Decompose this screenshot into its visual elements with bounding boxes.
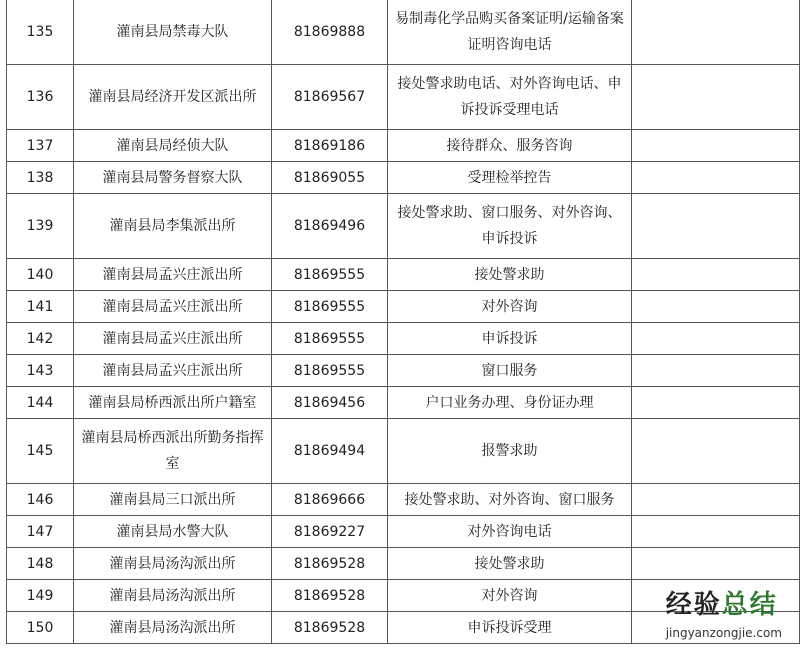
row-number: 136 xyxy=(7,65,74,130)
phone-number: 81869227 xyxy=(272,516,388,548)
row-number: 149 xyxy=(7,580,74,612)
table-row xyxy=(7,0,800,65)
row-number: 141 xyxy=(7,291,74,323)
service-description: 接处警求助电话、对外咨询电话、申诉投诉受理电话 xyxy=(388,65,632,130)
unit-name: 灌南县局水警大队 xyxy=(74,516,272,548)
remark-cell xyxy=(632,0,800,65)
row-number: 142 xyxy=(7,323,74,355)
unit-name: 灌南县局孟兴庄派出所 xyxy=(74,291,272,323)
phone-number: 81869528 xyxy=(272,580,388,612)
table-row xyxy=(7,162,800,194)
remark-cell xyxy=(632,548,800,580)
phone-number: 81869555 xyxy=(272,259,388,291)
row-number: 150 xyxy=(7,612,74,644)
service-description: 对外咨询 xyxy=(388,580,632,612)
remark-cell xyxy=(632,291,800,323)
service-description: 接处警求助、对外咨询、窗口服务 xyxy=(388,484,632,516)
row-number: 146 xyxy=(7,484,74,516)
unit-name: 灌南县局警务督察大队 xyxy=(74,162,272,194)
service-description: 接处警求助、窗口服务、对外咨询、申诉投诉 xyxy=(388,194,632,259)
unit-name: 灌南县局三口派出所 xyxy=(74,484,272,516)
unit-name: 灌南县局孟兴庄派出所 xyxy=(74,259,272,291)
row-number: 144 xyxy=(7,387,74,419)
watermark-brand xyxy=(666,590,782,620)
service-description: 户口业务办理、身份证办理 xyxy=(388,387,632,419)
unit-name: 灌南县局桥西派出所户籍室 xyxy=(74,387,272,419)
service-description: 受理检举控告 xyxy=(388,162,632,194)
table-row xyxy=(7,516,800,548)
phone-number: 81869186 xyxy=(272,130,388,162)
table-row xyxy=(7,65,800,130)
table-row xyxy=(7,484,800,516)
table-row xyxy=(7,355,800,387)
phone-number: 81869666 xyxy=(272,484,388,516)
table-row xyxy=(7,323,800,355)
remark-cell xyxy=(632,130,800,162)
phone-number: 81869055 xyxy=(272,162,388,194)
unit-name: 灌南县局李集派出所 xyxy=(74,194,272,259)
phone-number: 81869567 xyxy=(272,65,388,130)
row-number: 137 xyxy=(7,130,74,162)
unit-name: 灌南县局经侦大队 xyxy=(74,130,272,162)
watermark-brand-highlight: 总结 xyxy=(721,590,778,620)
service-description: 报警求助 xyxy=(388,419,632,484)
row-number: 135 xyxy=(7,0,74,65)
unit-name: 灌南县局汤沟派出所 xyxy=(74,548,272,580)
table-row xyxy=(7,194,800,259)
row-number: 145 xyxy=(7,419,74,484)
unit-name: 灌南县局禁毒大队 xyxy=(74,0,272,65)
phone-number: 81869494 xyxy=(272,419,388,484)
row-number: 147 xyxy=(7,516,74,548)
phone-number: 81869888 xyxy=(272,0,388,65)
unit-name: 灌南县局经济开发区派出所 xyxy=(74,65,272,130)
unit-name: 灌南县局汤沟派出所 xyxy=(74,612,272,644)
service-description: 对外咨询电话 xyxy=(388,516,632,548)
directory-table xyxy=(6,0,800,644)
row-number: 139 xyxy=(7,194,74,259)
remark-cell xyxy=(632,162,800,194)
phone-number: 81869456 xyxy=(272,387,388,419)
service-description: 接待群众、服务咨询 xyxy=(388,130,632,162)
table-row xyxy=(7,291,800,323)
site-watermark xyxy=(666,590,782,640)
row-number: 138 xyxy=(7,162,74,194)
service-description: 易制毒化学品购买备案证明/运输备案证明咨询电话 xyxy=(388,0,632,65)
service-description: 接处警求助 xyxy=(388,259,632,291)
row-number: 148 xyxy=(7,548,74,580)
remark-cell xyxy=(632,387,800,419)
service-description: 窗口服务 xyxy=(388,355,632,387)
service-description: 对外咨询 xyxy=(388,291,632,323)
phone-number: 81869496 xyxy=(272,194,388,259)
watermark-url: jingyanzongjie.com xyxy=(665,626,782,640)
remark-cell xyxy=(632,484,800,516)
table-row xyxy=(7,130,800,162)
remark-cell xyxy=(632,194,800,259)
phone-number: 81869555 xyxy=(272,355,388,387)
remark-cell xyxy=(632,516,800,548)
table-row xyxy=(7,387,800,419)
unit-name: 灌南县局汤沟派出所 xyxy=(74,580,272,612)
service-description: 申诉投诉受理 xyxy=(388,612,632,644)
service-description: 申诉投诉 xyxy=(388,323,632,355)
unit-name: 灌南县局孟兴庄派出所 xyxy=(74,355,272,387)
phone-number: 81869555 xyxy=(272,291,388,323)
row-number: 140 xyxy=(7,259,74,291)
remark-cell xyxy=(632,259,800,291)
table-row xyxy=(7,259,800,291)
remark-cell xyxy=(632,419,800,484)
row-number: 143 xyxy=(7,355,74,387)
phone-number: 81869528 xyxy=(272,548,388,580)
unit-name: 灌南县局孟兴庄派出所 xyxy=(74,323,272,355)
remark-cell xyxy=(632,65,800,130)
watermark-brand-prefix: 经验 xyxy=(665,590,722,620)
service-description: 接处警求助 xyxy=(388,548,632,580)
table-row xyxy=(7,419,800,484)
unit-name: 灌南县局桥西派出所勤务指挥室 xyxy=(74,419,272,484)
table-row xyxy=(7,548,800,580)
remark-cell xyxy=(632,355,800,387)
phone-number: 81869555 xyxy=(272,323,388,355)
remark-cell xyxy=(632,323,800,355)
phone-number: 81869528 xyxy=(272,612,388,644)
